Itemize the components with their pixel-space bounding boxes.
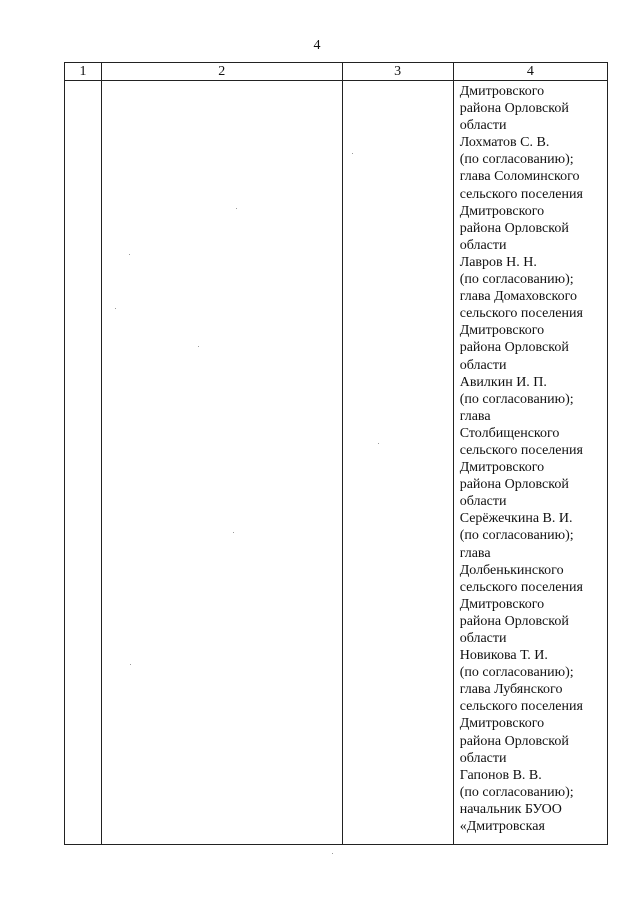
text-line: Дмитровского bbox=[459, 716, 545, 732]
text-line: сельского поселения bbox=[459, 699, 583, 715]
text-line: Дмитровского bbox=[459, 596, 545, 612]
table-header-row bbox=[65, 63, 608, 81]
text-line: района Орловской bbox=[459, 733, 569, 749]
text-line: глава Домаховского bbox=[459, 289, 578, 305]
text-line: области bbox=[459, 631, 507, 646]
scan-speck bbox=[378, 443, 379, 444]
text-line: Лавров Н. Н. bbox=[459, 254, 537, 270]
text-line: Серёжечкина В. И. bbox=[459, 511, 573, 527]
text-line: сельского поселения bbox=[459, 306, 583, 322]
column-header-4: 4 bbox=[453, 63, 607, 81]
text-line: Авилкин И. П. bbox=[459, 374, 547, 390]
text-line: области bbox=[459, 357, 507, 373]
text-line: Гапонов В. В. bbox=[459, 767, 542, 783]
scan-speck bbox=[115, 308, 116, 309]
text-line: сельского поселения bbox=[459, 186, 583, 202]
text-line: района Орловской bbox=[459, 340, 569, 356]
text-line: области bbox=[459, 750, 507, 766]
text-line: глава bbox=[459, 545, 491, 561]
text-line: Долбенькинского bbox=[459, 562, 564, 578]
text-line: (по согласованию); bbox=[459, 391, 574, 407]
text-line: района Орловской bbox=[459, 613, 569, 629]
text-line: Дмитровского bbox=[459, 203, 545, 219]
cell-col-3 bbox=[342, 81, 453, 845]
text-line: Лохматов С. В. bbox=[459, 135, 550, 151]
text-line: Новикова Т. И. bbox=[459, 648, 548, 664]
text-line: начальник БУОО bbox=[459, 801, 562, 817]
column-header-3: 3 bbox=[342, 63, 453, 81]
text-line: сельского поселения bbox=[459, 579, 583, 595]
scan-speck bbox=[198, 346, 199, 347]
text-line: Дмитровского bbox=[459, 323, 545, 339]
text-line: (по согласованию); bbox=[459, 152, 574, 168]
text-line: области bbox=[459, 237, 507, 253]
text-line: глава Лубянского bbox=[459, 682, 563, 698]
text-line: сельского поселения bbox=[459, 442, 583, 458]
text-line: (по согласованию); bbox=[459, 784, 574, 800]
text-line: Дмитровского bbox=[459, 84, 545, 99]
cell-col-4 bbox=[453, 81, 607, 845]
text-line: области bbox=[459, 118, 507, 134]
scan-speck bbox=[236, 208, 237, 209]
column-header-1: 1 bbox=[65, 63, 102, 81]
text-line: Дмитровского bbox=[459, 460, 545, 476]
text-line: района Орловской bbox=[459, 477, 569, 493]
cell-col-2 bbox=[102, 81, 342, 845]
scan-speck bbox=[129, 254, 130, 255]
scan-speck bbox=[130, 664, 131, 665]
scan-speck bbox=[352, 153, 353, 154]
scan-speck bbox=[233, 532, 234, 533]
text-line: глава bbox=[459, 408, 491, 424]
document-table bbox=[64, 62, 608, 845]
text-line: (по согласованию); bbox=[459, 272, 574, 288]
text-line: «Дмитровская bbox=[459, 819, 545, 835]
text-line: Столбищенского bbox=[459, 425, 560, 441]
text-line: района Орловской bbox=[459, 220, 569, 236]
text-line: (по согласованию); bbox=[459, 528, 574, 544]
cell-col-1 bbox=[65, 81, 102, 845]
text-line: района Орловской bbox=[459, 101, 569, 117]
page-number: 4 bbox=[313, 38, 321, 53]
table-row bbox=[65, 81, 608, 845]
scan-speck bbox=[332, 853, 333, 854]
text-line: (по согласованию); bbox=[459, 665, 574, 681]
text-line: глава Соломинского bbox=[459, 169, 580, 185]
column-header-2: 2 bbox=[102, 63, 342, 81]
text-line: области bbox=[459, 494, 507, 510]
